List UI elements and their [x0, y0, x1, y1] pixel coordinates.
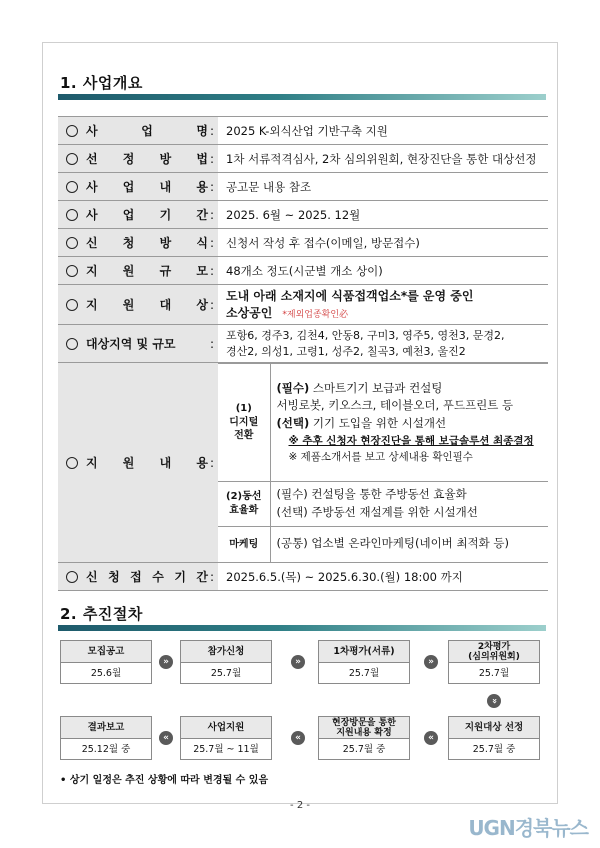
- step-title-line-2: 지원내용 확정: [336, 728, 392, 738]
- target-note: *제외업종확인必: [282, 309, 349, 320]
- table-row: 사 업 명 : 2025 K-외식산업 기반구축 지원: [58, 117, 548, 145]
- step-title-line-2: (심의위원회): [468, 652, 520, 662]
- support-flow-row: [218, 482, 548, 527]
- chevron-right-icon: »: [159, 655, 173, 669]
- marketing-label: 마케팅: [218, 526, 270, 562]
- circle-bullet-icon: [66, 209, 78, 221]
- step-date: 25.6월: [90, 668, 122, 679]
- digital-label-1: (1): [235, 403, 252, 415]
- digital-label-3: 전환: [234, 430, 254, 442]
- row-value: 2025.6.5.(목) ~ 2025.6.30.(월) 18:00 까지: [218, 563, 548, 591]
- circle-bullet-icon: [66, 457, 78, 469]
- table-row: 사 업 기 간 : 2025. 6월 ~ 2025. 12월: [58, 201, 548, 229]
- target-line-2: 소상공인: [226, 305, 273, 320]
- support-digital-row: [218, 364, 548, 482]
- section-2-title: 2. 추진절차: [60, 605, 143, 623]
- step-date: 25.12월 중: [81, 744, 131, 755]
- table-row: 지 원 내 용 : (1) 디지털 전환 (필수) 스마트기기 보급과 컨설팅 서빙로봇, 키오스크, 테이블오더, 푸드프린트 등 (선택) 기기 도입을 위한 시설개선 ※ 추후 신청자 현장진단을 통해 보급솔루션 최종결정 ※ 제품소개서를 보고 상세내용 확인필수 (2)동선 효율화 (필수) 컨설팅을 통한 주방동선 효율화 (선택) 주방동선 재설계를 위한 시설개선 마케팅 (공통) 업소별 온라인마케팅(네이버 최적화 등): [58, 363, 548, 563]
- row-value: 공고문 내용 참조: [218, 173, 548, 201]
- flow-line-2: (선택) 주방동선 재설계를 위한 시설개선: [276, 504, 478, 519]
- table-row: 신 청 접 수 기 간 : 2025.6.5.(목) ~ 2025.6.30.(월) 18:00 까지: [58, 563, 548, 591]
- row-label: 신 청 방 식: [86, 236, 208, 250]
- row-label: 신 청 접 수 기 간: [86, 570, 208, 585]
- circle-bullet-icon: [66, 181, 78, 193]
- support-marketing-row: [218, 526, 548, 562]
- optional-tag: (선택): [276, 416, 310, 431]
- watermark-logo: UGN경북뉴스: [468, 816, 588, 840]
- step-result-report: [60, 716, 152, 760]
- region-line-2: 경산2, 의성1, 고령1, 성주2, 칠곡3, 예천3, 울진2: [226, 344, 466, 358]
- step-title-line-1: 2차평가: [477, 642, 511, 652]
- optional-text: 기기 도입을 위한 시설개선: [309, 416, 447, 431]
- chevron-right-icon: »: [424, 655, 438, 669]
- section-2-bar: [58, 625, 546, 631]
- row-label: 지 원 내 용: [86, 456, 208, 471]
- step-date: 25.7월 중: [342, 744, 386, 755]
- step-date: 25.7월: [210, 668, 242, 679]
- step-title: 사업지원: [181, 717, 271, 739]
- row-value: 2025. 6월 ~ 2025. 12월: [218, 201, 548, 229]
- table-row: 지 원 대 상 : 도내 아래 소재지에 식품접객업소*를 운영 중인 소상공인 *제외업종확인必: [58, 285, 548, 325]
- step-title: 참가신청: [181, 641, 271, 663]
- step-title: 1차평가(서류): [319, 641, 409, 663]
- step-date: 25.7월 중: [472, 744, 516, 755]
- overview-table: [58, 116, 548, 591]
- chevron-left-icon: «: [291, 731, 305, 745]
- step-date: 25.7월 ~ 11월: [193, 744, 259, 755]
- target-line-1: 도내 아래 소재지에 식품접객업소*를 운영 중인: [226, 288, 474, 303]
- circle-bullet-icon: [66, 338, 78, 350]
- circle-bullet-icon: [66, 265, 78, 277]
- step-site-visit: [318, 716, 410, 760]
- circle-bullet-icon: [66, 571, 78, 583]
- step-date: 25.7월: [478, 668, 510, 679]
- step-title: 모집공고: [61, 641, 151, 663]
- support-detail-cell: [218, 363, 548, 563]
- step-target-selection: [448, 716, 540, 760]
- region-line-1: 포항6, 경주3, 김천4, 안동8, 구미3, 영주5, 영천3, 문경2,: [226, 328, 505, 342]
- flow-label-2: 효율화: [229, 504, 259, 516]
- section-1-title: 1. 사업개요: [60, 74, 143, 92]
- circle-bullet-icon: [66, 153, 78, 165]
- step-date: 25.7월: [348, 668, 380, 679]
- step-business-support: [180, 716, 272, 760]
- chevron-left-icon: «: [424, 731, 438, 745]
- step-apply: [180, 640, 272, 684]
- table-row: 신 청 방 식 : 신청서 작성 후 접수(이메일, 방문접수): [58, 229, 548, 257]
- row-label: 선 정 방 법: [86, 152, 208, 166]
- schedule-footnote: • 상기 일정은 추진 상황에 따라 변경될 수 있음: [60, 775, 269, 786]
- row-value: 48개소 정도(시군별 개소 상이): [218, 257, 548, 285]
- digital-note-1: ※ 추후 신청자 현장진단을 통해 보급솔루션 최종결정: [288, 434, 534, 447]
- page-number: - 2 -: [290, 800, 310, 811]
- table-row: 사 업 내 용 : 공고문 내용 참조: [58, 173, 548, 201]
- step-second-evaluation: [448, 640, 540, 684]
- row-label: 사 업 명: [86, 124, 208, 138]
- section-1-bar: [58, 94, 546, 100]
- step-recruit-notice: [60, 640, 152, 684]
- chevron-left-icon: «: [159, 731, 173, 745]
- table-row: 지 원 규 모 : 48개소 정도(시군별 개소 상이): [58, 257, 548, 285]
- flow-label-1: (2)동선: [226, 491, 262, 503]
- row-value: 1차 서류적격심사, 2차 심의위원회, 현장진단을 통한 대상선정: [218, 145, 548, 173]
- required-tag: (필수): [276, 380, 310, 395]
- step-first-evaluation: [318, 640, 410, 684]
- chevron-down-icon: »: [487, 694, 501, 708]
- chevron-right-icon: »: [291, 655, 305, 669]
- digital-label-2: 디지털: [229, 416, 259, 428]
- row-value: 2025 K-외식산업 기반구축 지원: [218, 117, 548, 145]
- row-label: 대상지역 및 규모: [86, 337, 176, 351]
- flow-line-1: (필수) 컨설팅을 통한 주방동선 효율화: [276, 487, 467, 501]
- circle-bullet-icon: [66, 125, 78, 137]
- digital-items: 서빙로봇, 키오스크, 테이블오더, 푸드프린트 등: [276, 398, 514, 413]
- row-label: 사 업 내 용: [86, 180, 208, 194]
- table-row: 대상지역 및 규모 : 포항6, 경주3, 김천4, 안동8, 구미3, 영주5, 영천3, 문경2, 경산2, 의성1, 고령1, 성주2, 칠곡3, 예천3, 울진2: [58, 325, 548, 363]
- circle-bullet-icon: [66, 237, 78, 249]
- table-row: 선 정 방 법 : 1차 서류적격심사, 2차 심의위원회, 현장진단을 통한 대상선정: [58, 145, 548, 173]
- step-title: 결과보고: [61, 717, 151, 739]
- marketing-line: (공통) 업소별 온라인마케팅(네이버 최적화 등): [270, 526, 548, 562]
- row-value: 신청서 작성 후 접수(이메일, 방문접수): [218, 229, 548, 257]
- row-label: 사 업 기 간: [86, 208, 208, 222]
- digital-note-2: ※ 제품소개서를 보고 상세내용 확인필수: [288, 451, 473, 464]
- step-title-line-1: 현장방문을 통한: [332, 718, 396, 728]
- row-label: 지 원 대 상: [86, 298, 208, 312]
- required-text: 스마트기기 보급과 컨설팅: [309, 380, 443, 395]
- step-title: 지원대상 선정: [449, 717, 539, 739]
- row-label: 지 원 규 모: [86, 264, 208, 278]
- circle-bullet-icon: [66, 299, 78, 311]
